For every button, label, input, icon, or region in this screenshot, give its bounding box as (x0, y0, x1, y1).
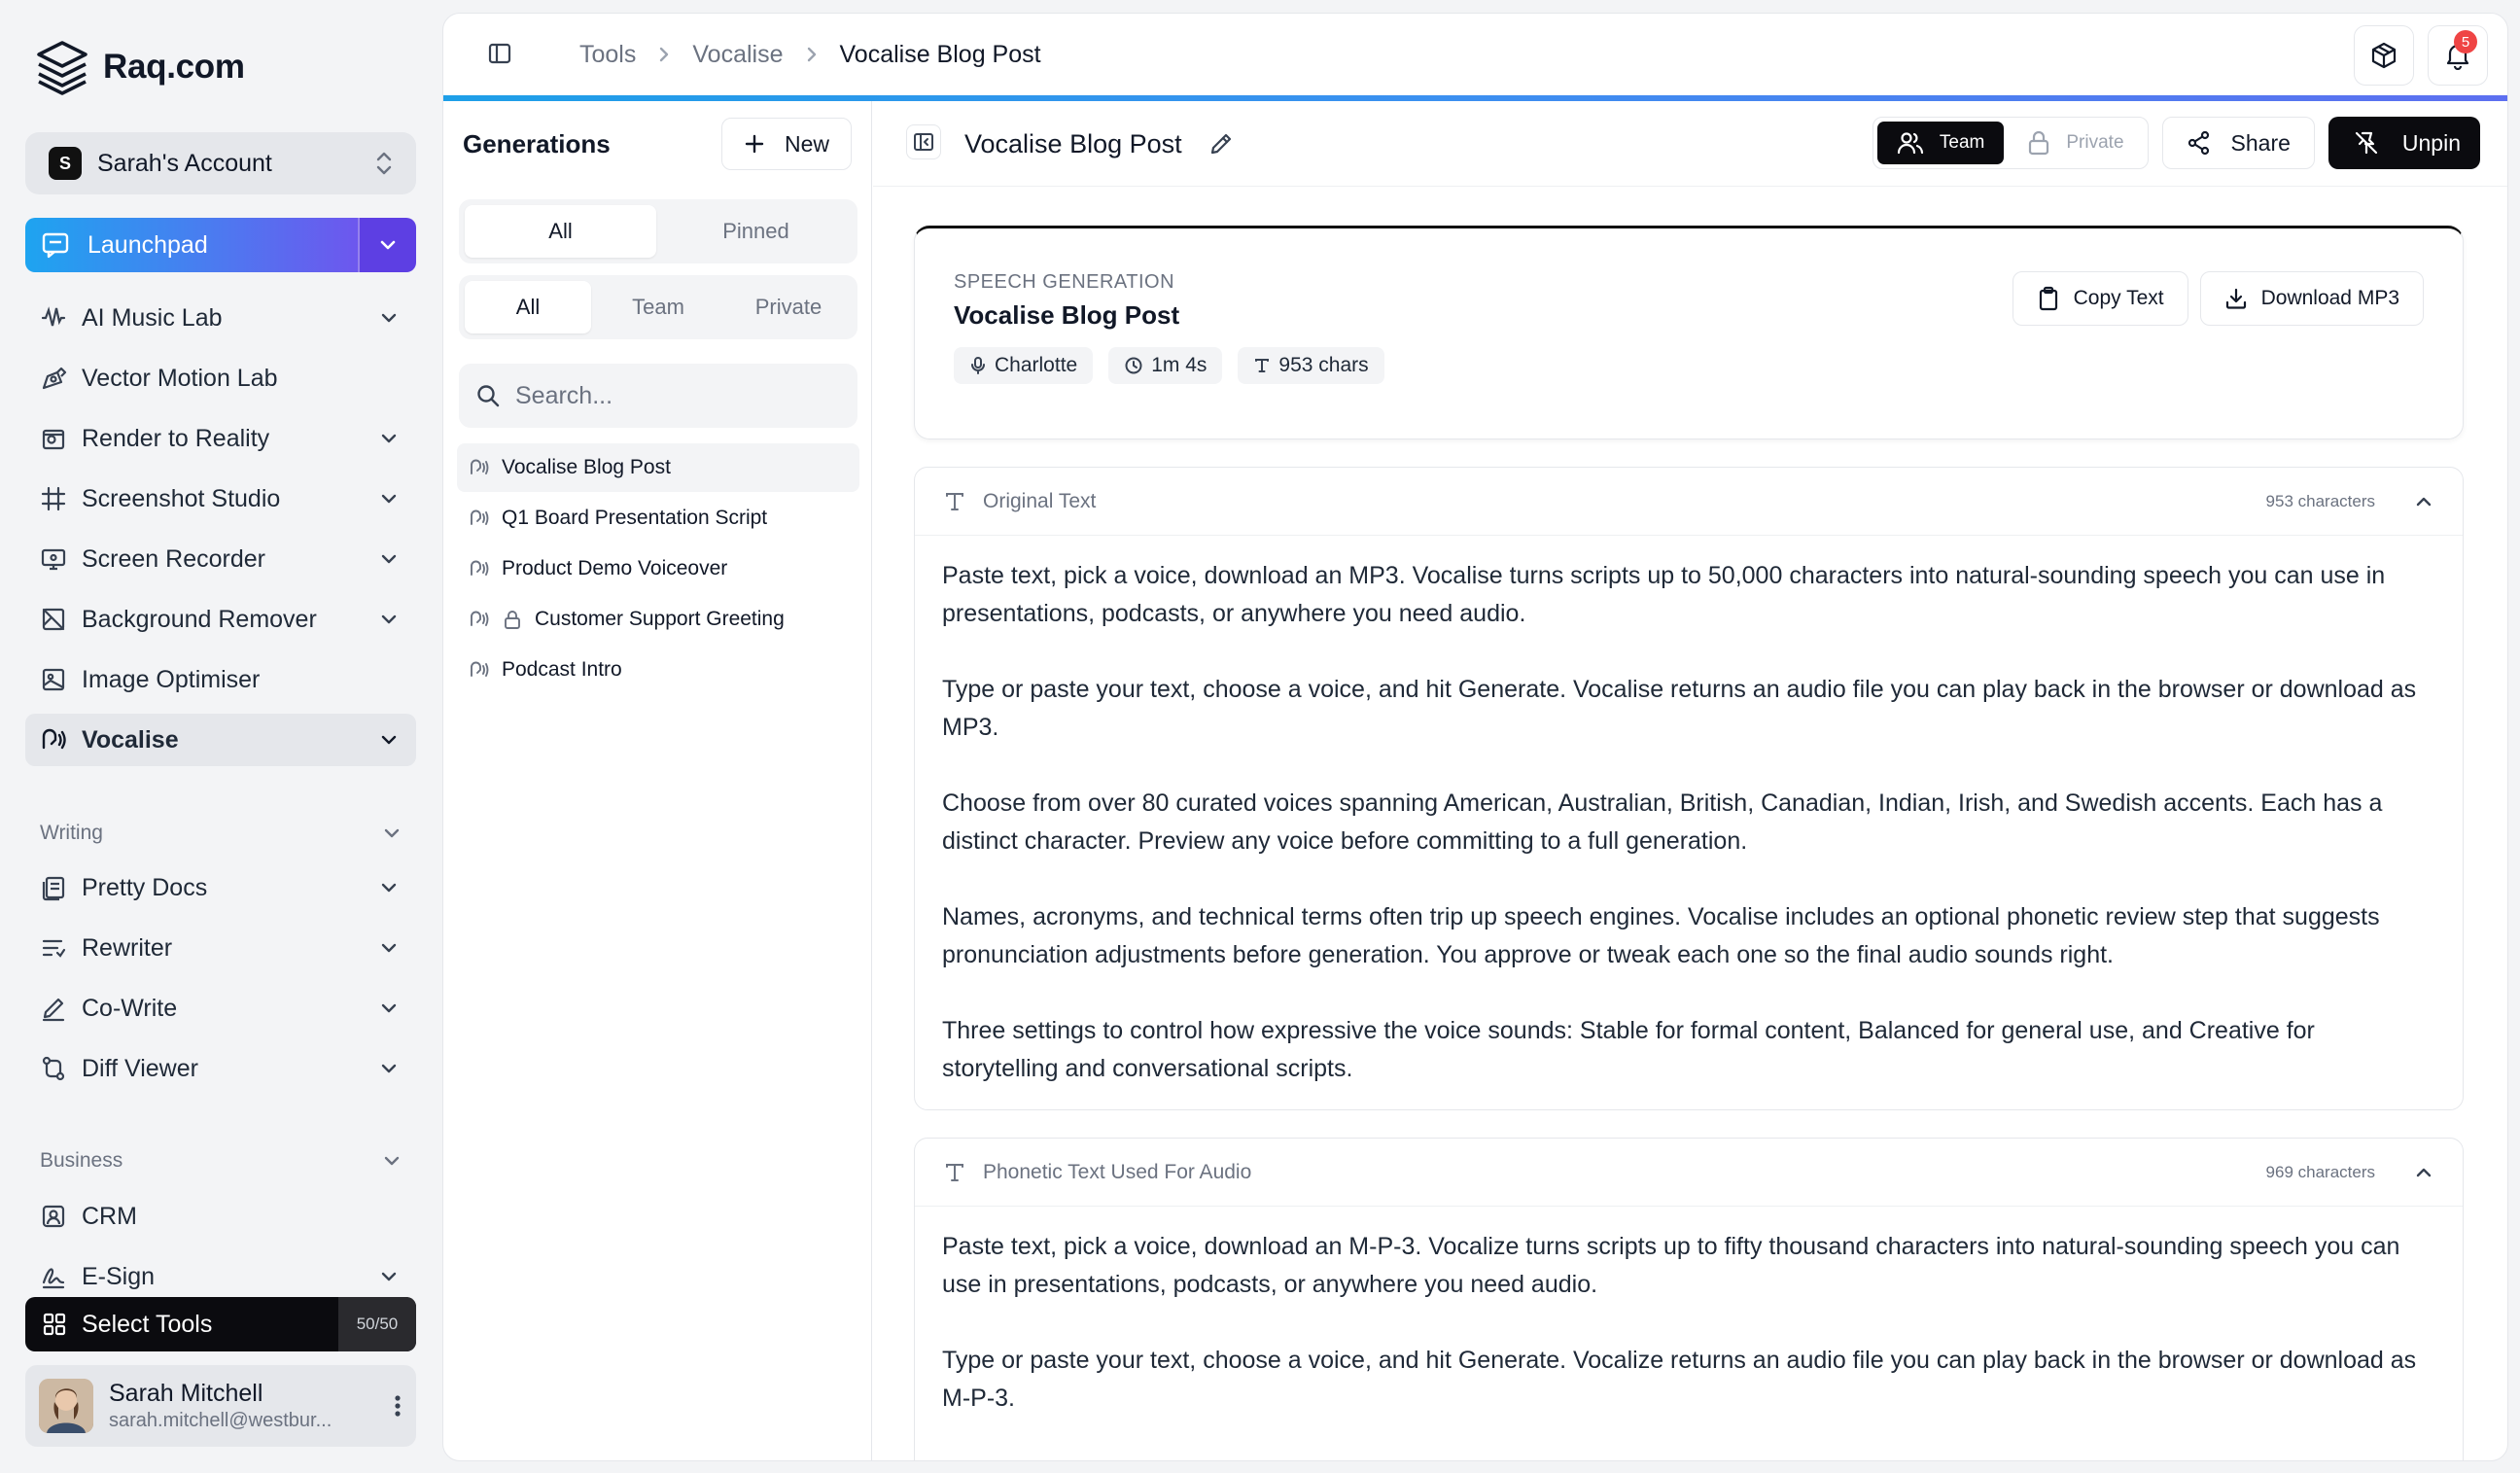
account-switcher[interactable] (25, 132, 416, 194)
original-text-header[interactable] (915, 468, 2463, 536)
original-text-body (915, 536, 2463, 1088)
plus-icon (744, 133, 765, 155)
users-icon (1897, 130, 1924, 156)
user-name: Sarah Mitchell (109, 1380, 263, 1407)
sidebar-item-screenshot-studio[interactable] (25, 473, 416, 525)
contact-icon (39, 1202, 68, 1231)
chevron-right-icon (805, 45, 819, 64)
share-icon (2187, 130, 2212, 156)
user-info (109, 1380, 393, 1432)
tab-visibility-team[interactable]: Team (632, 295, 684, 319)
tab-pinned[interactable]: Pinned (722, 219, 789, 243)
account-avatar: S (49, 147, 82, 180)
sidebar-item-vector-motion-lab[interactable] (25, 352, 416, 404)
brand[interactable] (35, 39, 245, 95)
list-item-label: Product Demo Voiceover (502, 557, 728, 579)
sidebar-item-rewriter[interactable] (25, 922, 416, 974)
sidebar-toggle-icon[interactable] (486, 40, 513, 67)
original-text-title: Original Text (983, 489, 1097, 512)
duration-value: 1m 4s (1151, 354, 1208, 376)
summary-chips (954, 347, 1384, 384)
panel-left-close-icon (912, 130, 935, 154)
collapse-panel-button[interactable] (906, 124, 941, 159)
sidebar-item-label: Render to Reality (82, 424, 270, 452)
clock-icon (1124, 356, 1143, 375)
sidebar-item-render-to-reality[interactable] (25, 412, 416, 465)
detail-actions (1872, 117, 2480, 169)
git-diff-icon (39, 1054, 68, 1083)
original-text-count: 953 characters (2265, 491, 2375, 510)
list-item[interactable] (457, 443, 859, 492)
tab-visibility-all[interactable]: All (465, 281, 591, 333)
account-name: Sarah's Account (97, 149, 272, 177)
chevron-down-icon[interactable] (379, 941, 399, 955)
select-tools-label: Select Tools (82, 1310, 213, 1338)
generations-title: Generations (463, 128, 611, 158)
signature-icon (39, 1262, 68, 1291)
detail-title: Vocalise Blog Post (964, 128, 1182, 158)
lock-icon (502, 609, 523, 630)
package-icon (2369, 41, 2398, 70)
phonetic-text-header[interactable] (915, 1139, 2463, 1207)
unpin-button[interactable] (2328, 117, 2480, 169)
visibility-team-label: Team (1939, 132, 1985, 153)
pen-tool-icon (39, 364, 68, 393)
sidebar-item-e-sign[interactable] (25, 1250, 416, 1303)
phonetic-text-title: Phonetic Text Used For Audio (983, 1160, 1252, 1183)
user-email: sarah.mitchell@westbur... (109, 1410, 332, 1431)
avatar (39, 1379, 93, 1433)
tabs-primary (459, 199, 858, 263)
copy-text-label: Copy Text (2073, 287, 2164, 309)
notifications-button[interactable] (2428, 25, 2488, 86)
voice-chip (954, 347, 1093, 384)
select-tools-button[interactable] (25, 1297, 416, 1351)
sidebar-item-image-optimiser[interactable] (25, 653, 416, 706)
sidebar-item-diff-viewer[interactable] (25, 1042, 416, 1095)
document-icon (39, 873, 68, 902)
list-item-label: Customer Support Greeting (535, 608, 785, 630)
list-item-label: Q1 Board Presentation Script (502, 507, 768, 529)
tab-all[interactable]: All (465, 205, 656, 258)
chevron-down-icon[interactable] (379, 1001, 399, 1015)
paragraph: Paste text, pick a voice, download an MP3. Vocalise turns scripts up to 50,000 characters into natural-sounding speech you can use in presentations, podcasts, or anywhere you need audio. (942, 562, 2386, 627)
audio-wave-icon (39, 303, 68, 333)
detail-panel (873, 101, 2507, 1460)
main-panel (442, 13, 2508, 1461)
phonetic-text-count: 969 characters (2265, 1162, 2375, 1181)
detail-title-group (964, 101, 1235, 187)
text-lines-icon (39, 933, 68, 963)
breadcrumb-current: Vocalise Blog Post (839, 40, 1041, 68)
sidebar-item-co-write[interactable] (25, 982, 416, 1035)
sidebar-item-pretty-docs[interactable] (25, 861, 416, 914)
chevron-down-icon[interactable] (379, 613, 399, 626)
search-input[interactable] (515, 382, 836, 410)
section-label: Business (40, 1149, 123, 1172)
list-item[interactable] (457, 595, 859, 644)
summary-kicker: SPEECH GENERATION (954, 271, 1175, 293)
search-icon (474, 382, 502, 409)
sidebar-item-label: Vocalise (82, 725, 179, 754)
message-square-icon (41, 230, 70, 260)
grid-icon (41, 1311, 68, 1338)
sidebar-item-crm[interactable] (25, 1190, 416, 1243)
unpin-label: Unpin (2401, 129, 2461, 156)
sidebar-item-label: AI Music Lab (82, 303, 223, 332)
notification-count-badge: 5 (2454, 30, 2477, 53)
section-business[interactable] (40, 1149, 402, 1173)
type-icon (944, 491, 965, 512)
visibility-private-label: Private (2066, 132, 2124, 153)
chevron-down-icon (382, 1154, 402, 1168)
voice-icon (469, 609, 490, 630)
microphone-icon (969, 356, 987, 375)
clipboard-icon (2037, 286, 2060, 311)
chevrons-up-down-icon (373, 150, 395, 177)
download-mp3-label: Download MP3 (2260, 287, 2399, 309)
original-text-card (914, 467, 2464, 1110)
sidebar-item-label: Screenshot Studio (82, 484, 281, 512)
monitor-icon (39, 544, 68, 574)
chevron-down-icon[interactable] (379, 492, 399, 506)
type-icon (944, 1162, 965, 1183)
phonetic-text-body (915, 1207, 2463, 1418)
download-icon (2224, 287, 2248, 310)
chevron-down-icon[interactable] (379, 432, 399, 445)
section-label: Writing (40, 822, 103, 844)
share-button[interactable] (2162, 117, 2315, 169)
pin-off-icon (2354, 130, 2379, 156)
summary-actions (2012, 271, 2424, 326)
breadcrumb (579, 14, 1041, 95)
sidebar-item-vocalise[interactable] (25, 714, 416, 766)
chevron-up-icon[interactable] (2414, 1166, 2433, 1179)
generations-header (463, 101, 852, 187)
type-icon (1253, 357, 1271, 374)
brand-name: Raq.com (103, 48, 245, 86)
chevron-down-icon[interactable] (379, 552, 399, 566)
phonetic-text-card (914, 1138, 2464, 1461)
sidebar-item-label: Rewriter (82, 933, 173, 962)
sidebar-item-label: Background Remover (82, 605, 317, 633)
characters-value: 953 chars (1278, 354, 1369, 376)
image-sparkle-icon (39, 424, 68, 453)
chevron-down-icon[interactable] (379, 733, 399, 747)
list-item-label: Vocalise Blog Post (502, 456, 671, 478)
new-label: New (784, 130, 829, 157)
new-generation-button[interactable] (721, 118, 852, 170)
paragraph: Type or paste your text, choose a voice, and hit Generate. Vocalize returns an audio file you can play back in the browser or download as M-P-3. (942, 1347, 2417, 1412)
generations-search (459, 364, 858, 428)
chevron-down-icon (378, 238, 398, 252)
breadcrumb-vocalise[interactable]: Vocalise (692, 40, 784, 68)
chevron-down-icon[interactable] (379, 1270, 399, 1283)
voice-icon (469, 457, 490, 478)
paragraph: Paste text, pick a voice, download an M-P-3. Vocalize turns scripts up to fifty thousand characters into natural-sounding speech you can use in presentations, podcasts, or anywhere you need audio. (942, 1233, 2400, 1298)
list-item-label: Podcast Intro (502, 658, 622, 681)
section-writing[interactable] (40, 822, 402, 845)
sidebar-item-label: Pretty Docs (82, 873, 208, 901)
launchpad-dropdown-button[interactable] (358, 218, 416, 272)
voice-icon (469, 659, 490, 681)
sidebar-item-label: Diff Viewer (82, 1054, 198, 1082)
paragraph: Choose from over 80 curated voices spanning American, Australian, British, Canadian, Indian, Irish, and Swedish accents. Each has a distinct character. Preview any voice before committing to a full generation. (942, 789, 2383, 855)
paragraph: Names, acronyms, and technical terms often trip up speech engines. Vocalise includes an optional phonetic review step that suggests pronunciation adjustments before generation. You approve or tweak each one so the final audio sounds right. (942, 903, 2380, 968)
generations-panel (443, 101, 872, 1460)
visibility-toggle (1872, 117, 2149, 169)
voice-icon (469, 558, 490, 579)
sidebar-item-label: Co-Write (82, 994, 178, 1022)
share-label: Share (2230, 129, 2291, 156)
tab-visibility-private[interactable]: Private (754, 295, 822, 319)
pencil-icon (39, 994, 68, 1023)
chevron-down-icon[interactable] (379, 311, 399, 325)
tools-count-badge: 50/50 (338, 1297, 416, 1351)
chevron-down-icon (382, 826, 402, 840)
list-item[interactable] (457, 494, 859, 543)
chevron-up-icon[interactable] (2414, 495, 2433, 509)
voice-icon (39, 725, 68, 754)
logo-icon (35, 39, 89, 95)
launchpad-button[interactable] (25, 218, 358, 272)
paragraph: Type or paste your text, choose a voice, and hit Generate. Vocalise returns an audio file you can play back in the browser or download as MP3. (942, 676, 2417, 741)
package-button[interactable] (2354, 25, 2414, 86)
lock-icon (2027, 130, 2050, 156)
image-icon (39, 665, 68, 694)
sidebar-item-label: CRM (82, 1202, 137, 1230)
sidebar-item-label: E-Sign (82, 1262, 156, 1290)
duration-chip (1108, 347, 1222, 384)
edit-pencil-icon[interactable] (1208, 130, 1235, 158)
chevron-down-icon[interactable] (379, 1062, 399, 1075)
tabs-visibility (459, 275, 858, 339)
frame-icon (39, 484, 68, 513)
image-off-icon (39, 605, 68, 634)
sidebar-item-screen-recorder[interactable] (25, 533, 416, 585)
launchpad (25, 218, 416, 272)
chevron-right-icon (657, 45, 671, 64)
sidebar-item-ai-music-lab[interactable] (25, 292, 416, 344)
user-menu[interactable] (25, 1365, 416, 1447)
paragraph: Three settings to control how expressive the voice sounds: Stable for formal content, Balanced for general use, and Creative for storytelling and conversational scripts. (942, 1017, 2315, 1082)
sidebar-item-label: Vector Motion Lab (82, 364, 278, 392)
sidebar-item-label: Screen Recorder (82, 544, 265, 573)
voice-icon (469, 508, 490, 529)
launchpad-label: Launchpad (88, 230, 208, 259)
sidebar-item-label: Image Optimiser (82, 665, 261, 693)
list-item[interactable] (457, 646, 859, 694)
top-actions (2354, 25, 2488, 86)
more-vertical-icon[interactable] (393, 1392, 402, 1420)
sidebar (0, 0, 441, 1473)
list-item[interactable] (457, 544, 859, 593)
generations-list (457, 443, 859, 696)
breadcrumb-tools[interactable]: Tools (579, 40, 637, 68)
generation-summary-card (914, 226, 2464, 439)
summary-title: Vocalise Blog Post (954, 300, 1180, 330)
copy-text-button[interactable] (2012, 271, 2188, 326)
detail-header (873, 101, 2507, 187)
download-mp3-button[interactable] (2200, 271, 2424, 326)
visibility-team-option[interactable] (1877, 122, 2004, 164)
sidebar-item-background-remover[interactable] (25, 593, 416, 646)
chevron-down-icon[interactable] (379, 881, 399, 894)
topbar (443, 14, 2507, 95)
characters-chip (1238, 347, 1383, 384)
voice-name: Charlotte (995, 354, 1078, 376)
visibility-private-option[interactable] (2008, 122, 2143, 164)
